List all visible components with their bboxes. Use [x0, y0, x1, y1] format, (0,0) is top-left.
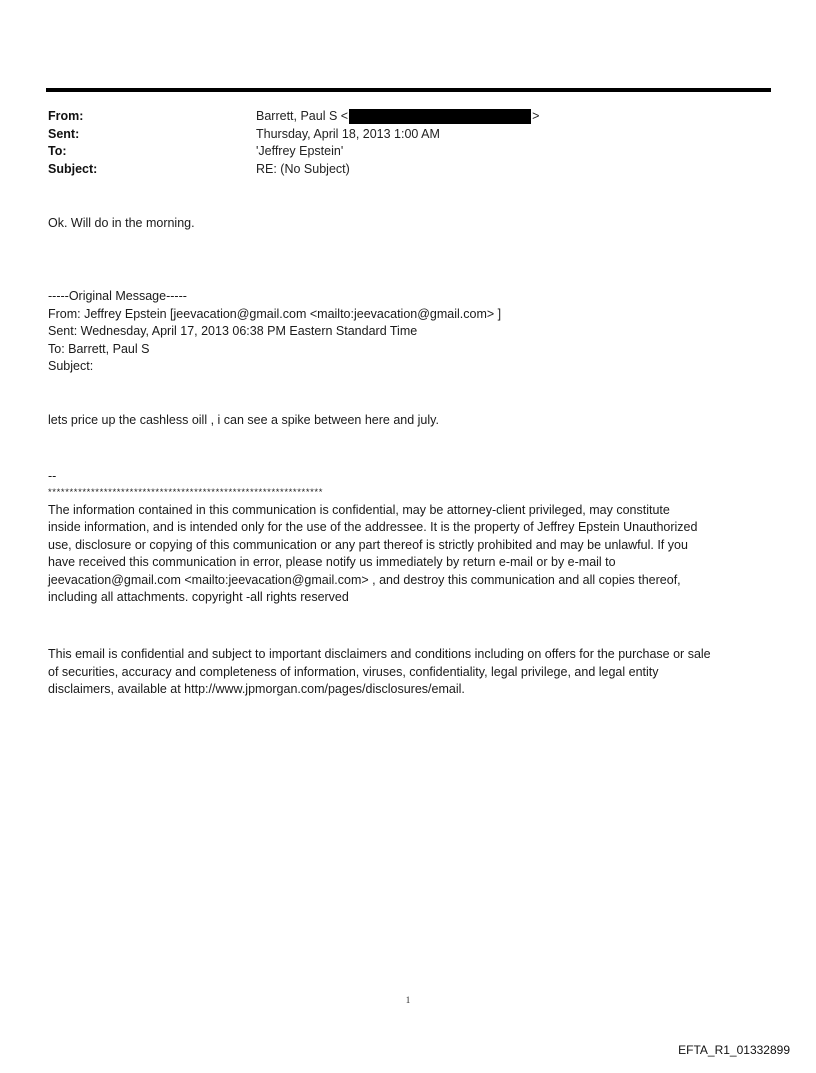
original-sent-line: Sent: Wednesday, April 17, 2013 06:38 PM Eastern Standard Time: [48, 324, 418, 338]
signature-dashes: --: [48, 469, 57, 483]
subject-row: [48, 161, 768, 179]
original-body-text: lets price up the cashless oill , i can see a spike between here and july.: [48, 413, 439, 427]
from-name: Barrett, Paul S: [256, 109, 338, 123]
disclaimer-line: use, disclosure or copying of this communication or any part thereof is strictly prohibited and may be unlawful. If you: [48, 537, 688, 552]
header-rule: [46, 88, 771, 92]
jpmorgan-disclaimer: [48, 646, 770, 699]
email-header: [48, 108, 768, 178]
jpm-disclaimer-line: of securities, accuracy and completeness of information, viruses, confidentiality, legal privilege, and legal entity: [48, 664, 659, 679]
disclaimer-line: The information contained in this communication is confidential, may be attorney-client privileged, may constitute: [48, 502, 670, 517]
original-to-line: To: Barrett, Paul S: [48, 341, 150, 356]
asterisk-divider: ****************************************************************: [48, 486, 324, 498]
disclaimer-line: jeevacation@gmail.com <mailto:jeevacation@gmail.com> , and destroy this communication and all copies thereof,: [48, 572, 681, 587]
subject-label: Subject:: [48, 161, 98, 176]
jpm-disclaimer-line: This email is confidential and subject to important disclaimers and conditions including on offers for the purchase or sale: [48, 647, 711, 661]
reply-text: Ok. Will do in the morning.: [48, 216, 195, 230]
to-row: [48, 143, 768, 161]
sent-value: Thursday, April 18, 2013 1:00 AM: [256, 126, 440, 141]
from-value: [256, 108, 539, 126]
original-from-line: From: Jeffrey Epstein [jeevacation@gmail.com <mailto:jeevacation@gmail.com> ]: [48, 306, 502, 321]
original-message-body: [48, 412, 770, 430]
disclaimer-line: inside information, and is intended only for the use of the addressee. It is the property of Jeffrey Epstein Unauthorized: [48, 520, 698, 534]
confidentiality-disclaimer: [48, 502, 770, 607]
to-label: To:: [48, 144, 67, 158]
page-number: 1: [405, 995, 411, 1005]
reply-body: [48, 215, 770, 233]
from-close-bracket: >: [532, 109, 540, 123]
redaction-box: [349, 109, 531, 124]
signature-disclaimer: [48, 468, 770, 607]
jpm-disclaimer-line: disclaimers, available at http://www.jpmorgan.com/pages/disclosures/email.: [48, 682, 465, 696]
sent-row: [48, 126, 768, 144]
disclaimer-line: including all attachments. copyright -all rights reserved: [48, 590, 349, 604]
bates-number: EFTA_R1_01332899: [678, 1043, 790, 1057]
original-subject-line: Subject:: [48, 359, 94, 373]
from-row: [48, 108, 768, 126]
from-label: From:: [48, 109, 84, 123]
disclaimer-line: have received this communication in error, please notify us immediately by return e-mail or by e-mail to: [48, 555, 616, 569]
original-separator: -----Original Message-----: [48, 289, 187, 303]
subject-value: RE: (No Subject): [256, 161, 350, 176]
from-open-bracket: <: [340, 109, 349, 123]
original-message-header: [48, 288, 770, 376]
sent-label: Sent:: [48, 126, 80, 141]
to-value: 'Jeffrey Epstein': [256, 144, 344, 158]
